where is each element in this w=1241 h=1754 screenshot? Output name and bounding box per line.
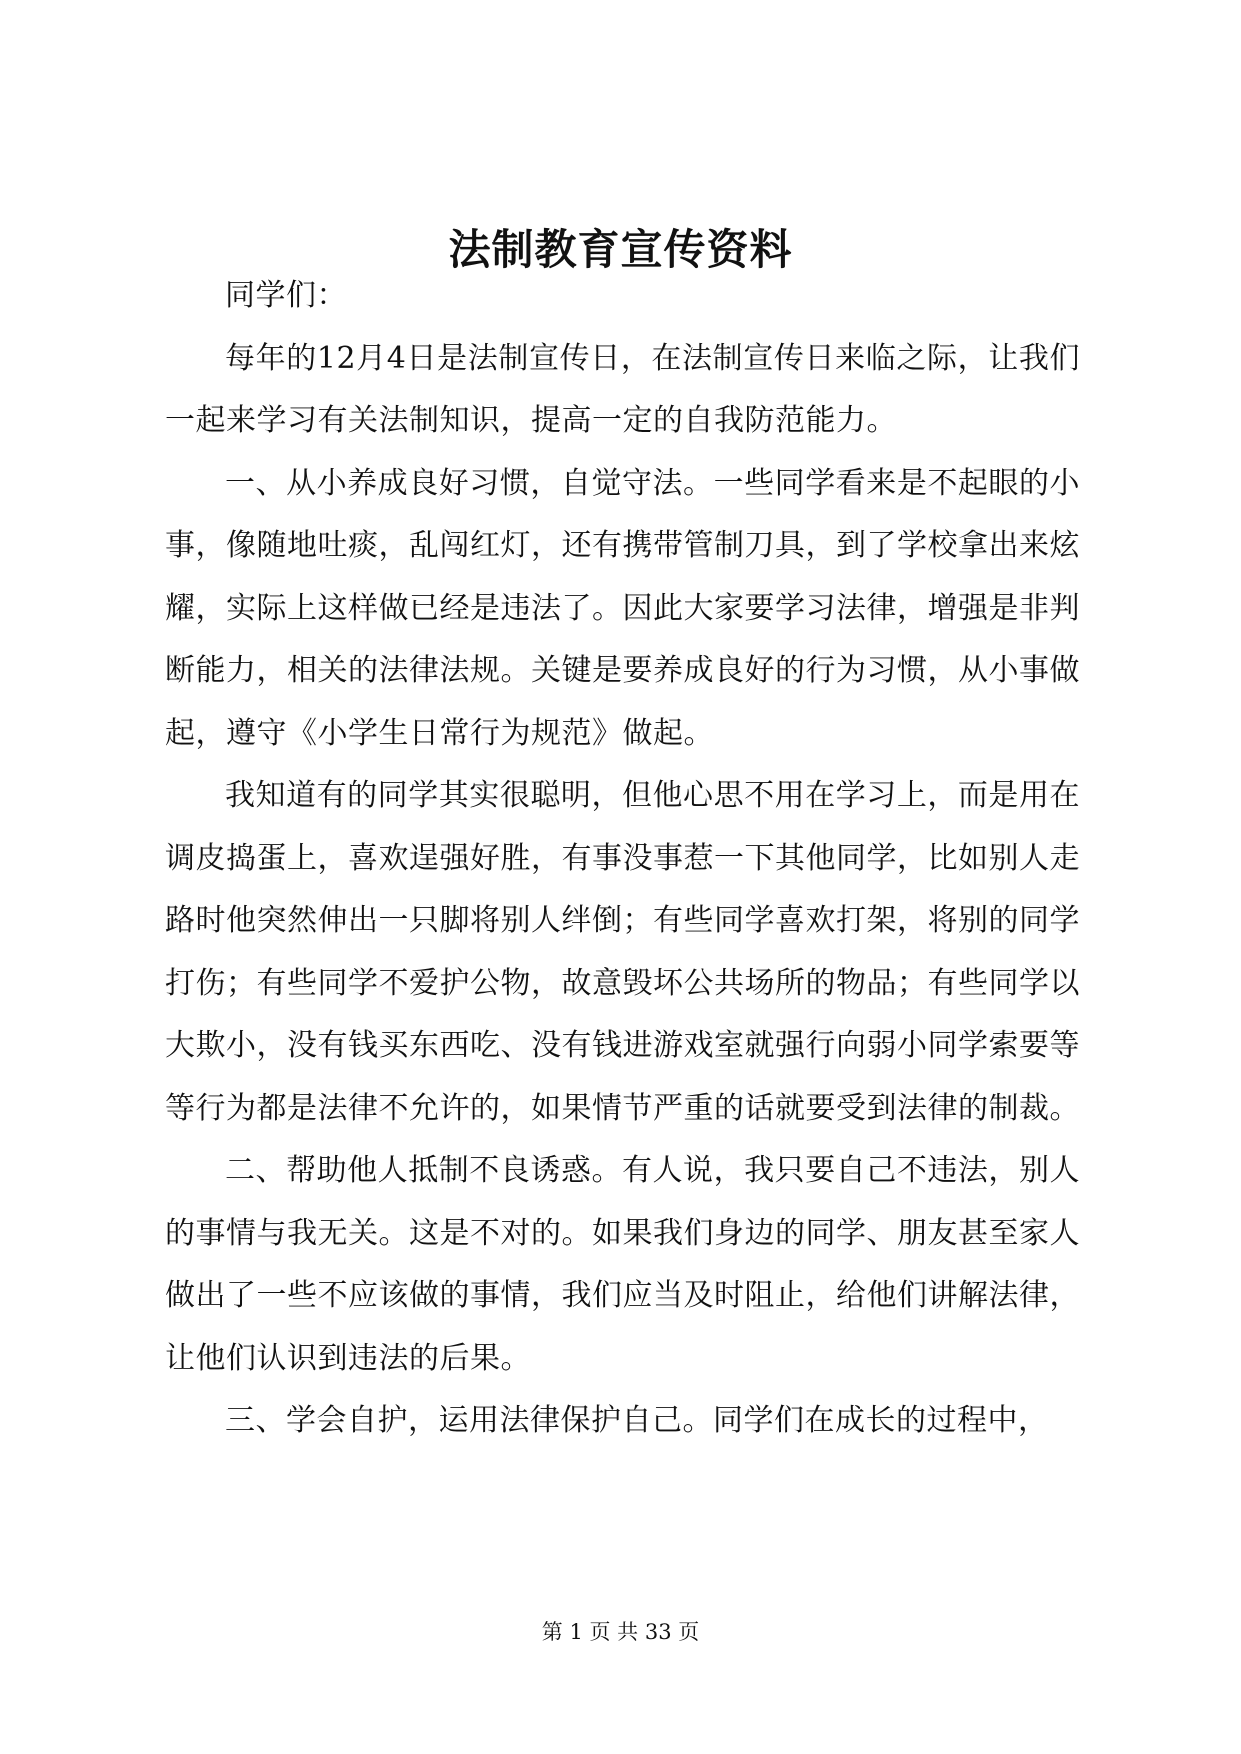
greeting-paragraph: 同学们： bbox=[225, 278, 347, 313]
document-body bbox=[165, 265, 1080, 1453]
intro-paragraph: 每年的12月4日是法制宣传日，在法制宣传日来临之际，让我们一起来学习有关法制知识，提高一定的自我防范能力。 bbox=[165, 340, 1080, 438]
document-title: 法制教育宣传资料 bbox=[448, 225, 793, 274]
page-number-footer: 第 1 页 共 33 页 bbox=[541, 1620, 700, 1644]
section-two-paragraph: 二、帮助他人抵制不良诱惑。有人说，我只要自己不违法，别人的事情与我无关。这是不对的。如果我们身边的同学、朋友甚至家人做出了一些不应该做的事情，我们应当及时阻止，给他们讲解法律，让他们认识到违法的后果。 bbox=[165, 1153, 1080, 1376]
examples-paragraph: 我知道有的同学其实很聪明，但他心思不用在学习上，而是用在调皮捣蛋上，喜欢逞强好胜，有事没事惹一下其他同学，比如别人走路时他突然伸出一只脚将别人绊倒；有些同学喜欢打架，将别的同学打伤；有些同学不爱护公物，故意毁坏公共场所的物品；有些同学以大欺小，没有钱买东西吃、没有钱进游戏室就强行向弱小同学索要等等行为都是法律不允许的，如果情节严重的话就要受到法律的制裁。 bbox=[165, 778, 1080, 1126]
section-one-paragraph: 一、从小养成良好习惯，自觉守法。一些同学看来是不起眼的小事，像随地吐痰，乱闯红灯，还有携带管制刀具，到了学校拿出来炫耀，实际上这样做已经是违法了。因此大家要学习法律，增强是非判断能力，相关的法律法规。关键是要养成良好的行为习惯，从小事做起，遵守《小学生日常行为规范》做起。 bbox=[165, 465, 1080, 751]
section-three-paragraph: 三、学会自护，运用法律保护自己。同学们在成长的过程中， bbox=[225, 1403, 1049, 1438]
